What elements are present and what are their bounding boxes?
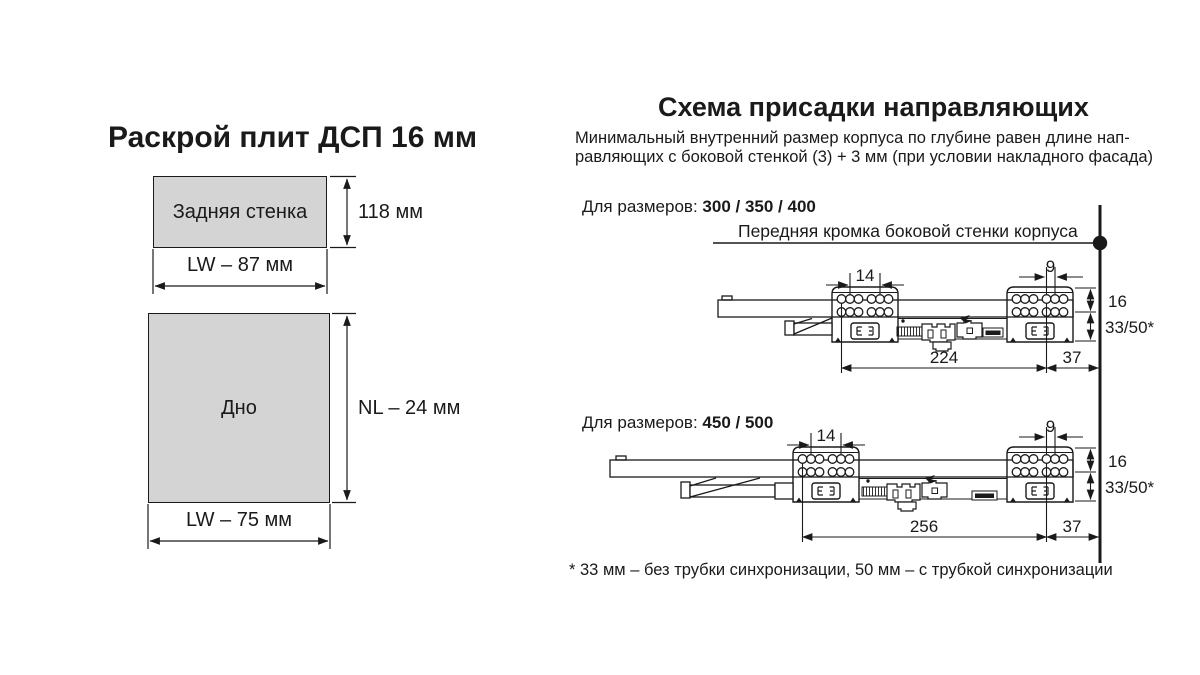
back-wall-label: Задняя стенка (172, 200, 308, 223)
back-wall-height-dim: 118 мм (358, 201, 423, 223)
bottom-plate (148, 313, 330, 503)
dim-label-front-pitch: 14 (816, 426, 836, 445)
edge-junction-dot (1093, 236, 1107, 250)
left-panel-title: Раскрой плит ДСП 16 мм (108, 121, 478, 154)
dim-label-top-offset: 16 (1108, 452, 1127, 471)
dim-label-rear-gap: 37 (1062, 517, 1082, 536)
slide-latch-mechanism (862, 475, 947, 511)
dim-heights (1075, 288, 1096, 341)
dim-label-front-pitch: 14 (855, 266, 875, 285)
description-line-1: Минимальный внутренний размер корпуса по глубине равен длине нап- (575, 129, 1130, 147)
sizes-prefix: Для размеров: (582, 413, 698, 432)
dim-label-bottom-offset: 33/50* (1105, 478, 1155, 497)
sizes-values: 450 / 500 (702, 413, 774, 432)
right-panel-title: Схема присадки направляющих (658, 92, 1089, 122)
slide-drawing-300-400 (718, 257, 1155, 373)
cabinet-front-edge-label: Передняя кромка боковой стенки корпуса (738, 221, 1078, 241)
footnote: * 33 мм – без трубки синхронизации, 50 мм – с трубкой синхронизации (569, 561, 1113, 579)
description-line-2: равляющих с боковой стенкой (3) + 3 мм (при условии накладного фасада) (575, 147, 1153, 166)
slide-drawing-450-500 (610, 417, 1155, 542)
bottom-width-dim: LW – 75 мм (185, 509, 293, 531)
dim-label-bottom-offset: 33/50* (1105, 318, 1155, 337)
dim-label-top-offset: 16 (1108, 292, 1127, 311)
dim-heights (1075, 448, 1096, 501)
sizes-values: 300 / 350 / 400 (702, 197, 816, 216)
dim-label-span: 224 (929, 348, 959, 367)
dim-label-rear-gap: 37 (1062, 348, 1082, 367)
dim-label-rear-pitch: 9 (1045, 417, 1056, 436)
back-wall-plate (153, 176, 327, 248)
sizes-prefix: Для размеров: (582, 197, 698, 216)
back-wall-width-dim: LW – 87 мм (186, 254, 294, 276)
dim-label-span: 256 (909, 517, 939, 536)
sizes-row-300-400 (582, 197, 816, 217)
dim-label-rear-pitch: 9 (1045, 257, 1056, 276)
bottom-plate-label: Дно (221, 396, 257, 419)
sizes-row-450-500 (582, 413, 773, 433)
slide-latch-mechanism (897, 315, 982, 351)
description-text (575, 129, 1153, 166)
bottom-height-dim: NL – 24 мм (358, 397, 461, 419)
